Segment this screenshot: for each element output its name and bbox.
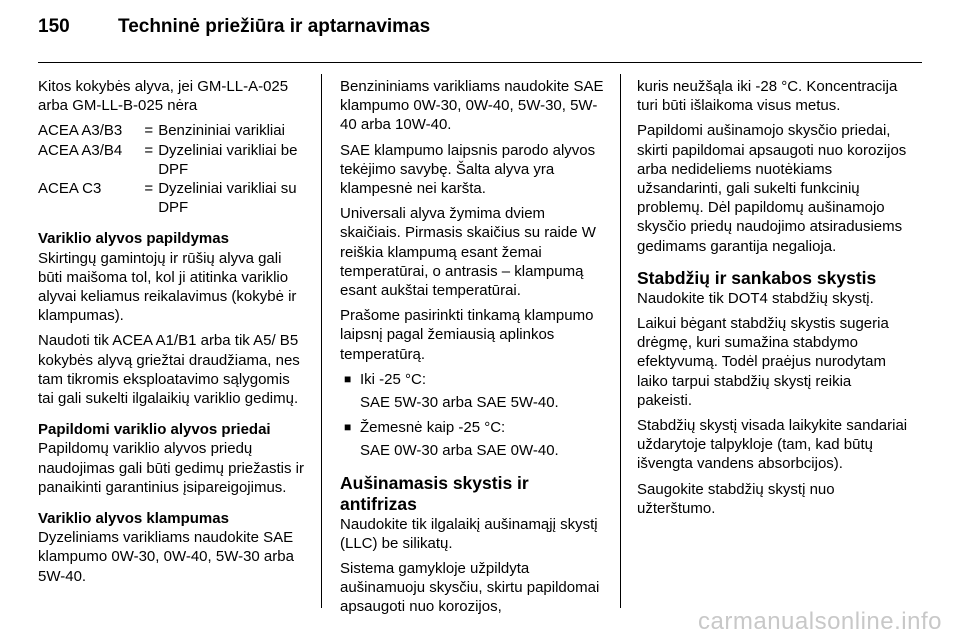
page-header (38, 16, 430, 50)
page-number: 150 (38, 16, 70, 37)
equals-cell: = (144, 141, 154, 159)
table-row (38, 141, 306, 179)
paragraph: SAE klampumo laipsnis parodo alyvos tekėjimo savybę. Šalta alyva yra klampesnė nei karšta. (340, 141, 596, 198)
spec-cell: ACEA C3 (38, 180, 102, 198)
column-2 (340, 77, 608, 623)
desc-cell: Dyzeliniai varikliai su DPF (158, 180, 297, 217)
paragraph: Benzininiams varikliams naudokite SAE klampumo 0W-30, 0W-40, 5W-30, 5W-40 arba 10W-40. (340, 78, 604, 134)
acea-spec-table (38, 121, 306, 217)
table-row (38, 179, 306, 217)
paragraph: Prašome pasirinkti tinkamą klampumo laipsnį pagal žemiausią aplinkos temperatūrą. (340, 307, 594, 363)
section-title: Aušinamasis skystis ir antifrizas (340, 472, 529, 514)
column-divider (321, 74, 322, 608)
table-row (38, 121, 306, 140)
paragraph: Skirtingų gamintojų ir rūšių alyva gali būti maišoma tol, kol ji atitinka variklio alyvai keliamus reikalavimus (kokybė ir klampumas). (38, 249, 297, 325)
page-title: Techninė priežiūra ir aptarnavimas (118, 16, 431, 37)
bullet-square-icon: ■ (344, 371, 352, 386)
column-3 (637, 77, 909, 524)
column-divider (620, 74, 621, 608)
desc-cell: Benzininiai varikliai (158, 122, 285, 140)
list-item (340, 370, 608, 389)
paragraph: Papildomų variklio alyvos priedų naudojimas gali būti gedimų priežastis ir panaikinti garantinius įsipareigojimus. (38, 440, 304, 496)
section-heading: Variklio alyvos klampumas (38, 510, 229, 528)
spec-cell: ACEA A3/B3 (38, 122, 123, 140)
desc-cell: Dyzeliniai varikliai be DPF (158, 141, 298, 178)
header-rule (38, 62, 922, 63)
bullet-detail: SAE 0W-30 arba SAE 0W-40. (360, 442, 559, 460)
oil-alternative-intro: Kitos kokybės alyva, jei GM-LL-A-025 arba GM-LL-B-025 nėra (38, 78, 289, 115)
paragraph: Sistema gamykloje užpildyta aušinamuoju skysčiu, skirtu papildomai apsaugoti nuo korozijos, (340, 560, 600, 616)
equals-cell: = (144, 180, 154, 198)
paragraph: Dyzeliniams varikliams naudokite SAE klampumo 0W-30, 0W-40, 5W-30 arba 5W-40. (38, 529, 294, 585)
bullet-label: Iki -25 °C: (360, 370, 427, 388)
list-item (340, 418, 608, 437)
paragraph: Laikui bėgant stabdžių skystis sugeria drėgmę, kuri sumažina stabdymo efektyvumą. Todėl praėjus nurodytam laiko tarpui stabdžių skystį reikia pakeisti. (637, 315, 889, 409)
bullet-square-icon: ■ (344, 420, 352, 435)
equals-cell: = (144, 122, 154, 140)
paragraph: Saugokite stabdžių skystį nuo užterštumo. (637, 480, 835, 517)
section-title: Stabdžių ir sankabos skystis (637, 267, 877, 288)
paragraph: Naudokite tik ilgalaikį aušinamąjį skystį (LLC) be silikatų. (340, 515, 598, 552)
paragraph: Naudoti tik ACEA A1/B1 arba tik A5/ B5 kokybės alyvą griežtai draudžiama, nes tam tikromis eksploatavimo sąlygomis tai gali sukelti ilgalaikių variklio gedimų. (38, 332, 300, 408)
paragraph: Universali alyva žymima dviem skaičiais. Pirmasis skaičius su raide W reiškia klampumą esant žemai temperatūrai, o antrasis – klampumą esant aukštai temperatūrai. (340, 205, 596, 300)
section-heading: Variklio alyvos papildymas (38, 230, 229, 248)
paragraph: Papildomi aušinamojo skysčio priedai, skirti papildomai apsaugoti nuo korozijos arba nedideliems nuotėkiams užsandarinti, gali sukelti funkcinių problemų. Dėl papildomų aušinamojo skysčio priedų naudojimo atsiradusiems gedimams garantija negalioja. (637, 122, 907, 255)
bullet-label: Žemesnė kaip -25 °C: (360, 419, 506, 437)
watermark: carmanualsonline.info (698, 608, 942, 635)
paragraph: kuris neužšąla iki -28 °C. Koncentracija turi būti išlaikoma visus metus. (637, 78, 898, 115)
column-1 (38, 77, 306, 592)
paragraph: Stabdžių skystį visada laikykite sandariai uždarytoje talpykloje (tam, kad būtų išvengta vandens absorbcijos). (637, 417, 908, 473)
paragraph: Naudokite tik DOT4 stabdžių skystį. (637, 289, 874, 307)
section-heading: Papildomi variklio alyvos priedai (38, 421, 271, 439)
spec-cell: ACEA A3/B4 (38, 141, 123, 159)
bullet-detail: SAE 5W-30 arba SAE 5W-40. (360, 394, 559, 412)
